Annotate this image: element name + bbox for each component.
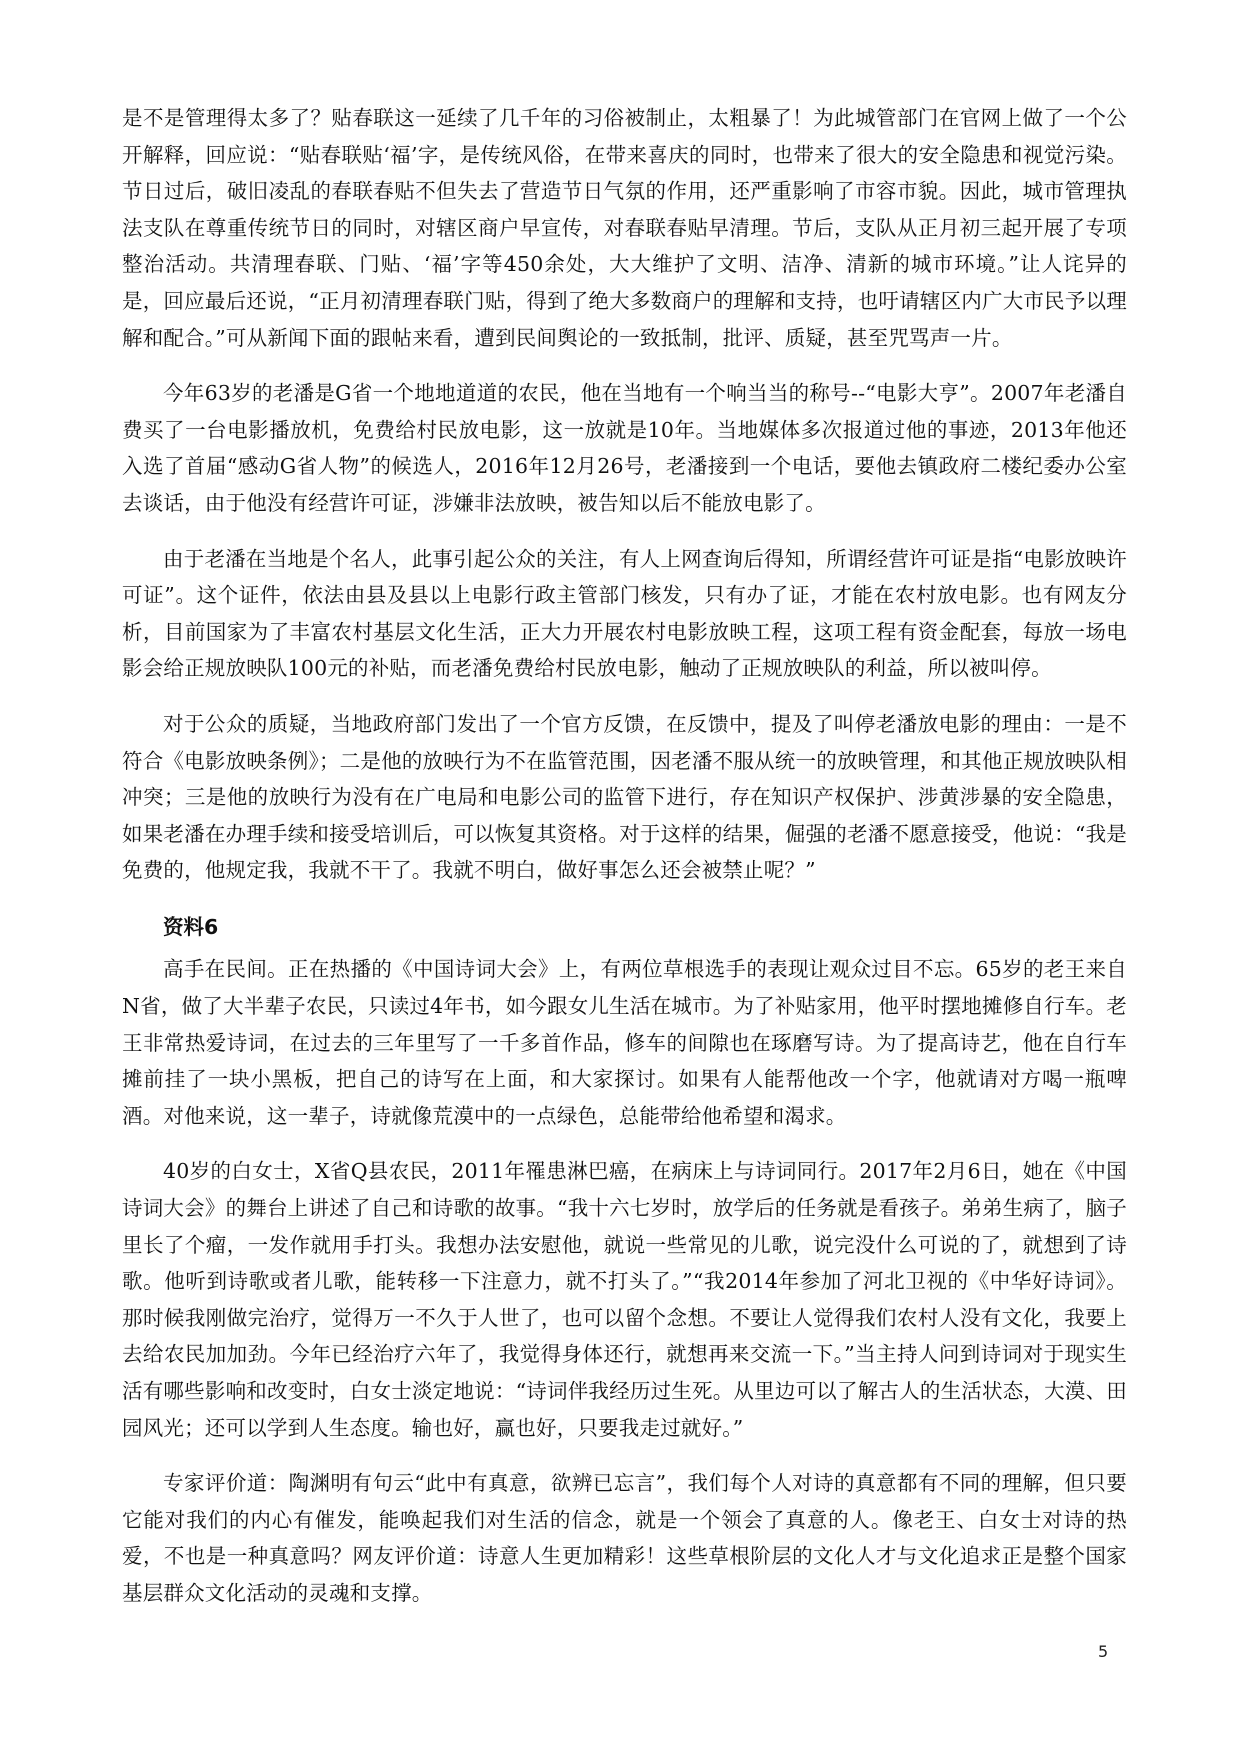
- paragraph-ms-bai: 40岁的白女士，X省Q县农民，2011年罹患淋巴癌，在病床上与诗词同行。2017年2月6日，她在《中国诗词大会》的舞台上讲述了自己和诗歌的故事。“我十六七岁时，放学后的任务就是看孩子。弟弟生病了，脑子里长了个瘤，一发作就用手打头。我想办法安慰他，就说一些常见的儿歌，说完没什么可说的了，就想到了诗歌。他听到诗歌或者儿歌，能转移一下注意力，就不打头了。”“我2014年参加了河北卫视的《中华好诗词》。那时候我刚做完治疗，觉得万一不久于人世了，也可以留个念想。不要让人觉得我们农村人没有文化，我要上去给农民加加劲。今年已经治疗六年了，我觉得身体还行，就想再来交流一下。”当主持人问到诗词对于现实生活有哪些影响和改变时，白女士淡定地说：“诗词伴我经历过生死。从里边可以了解古人的生活状态，大漠、田园风光；还可以学到人生态度。输也好，赢也好，只要我走过就好。”: [122, 1159, 1127, 1440]
- paragraph-expert-comment: 专家评价道：陶渊明有句云“此中有真意，欲辨已忘言”，我们每个人对诗的真意都有不同的理解，但只要它能对我们的内心有催发，能唤起我们对生活的信念，就是一个领会了真意的人。像老王、白女士对诗的热爱，不也是一种真意吗？网友评价道：诗意人生更加精彩！这些草根阶层的文化人才与文化追求正是整个国家基层群众文化活动的灵魂和支撑。: [122, 1471, 1127, 1605]
- paragraph-lao-wang: 高手在民间。正在热播的《中国诗词大会》上，有两位草根选手的表现让观众过目不忘。65岁的老王来自N省，做了大半辈子农民，只读过4年书，如今跟女儿生活在城市。为了补贴家用，他平时摆地摊修自行车。老王非常热爱诗词，在过去的三年里写了一千多首作品，修车的间隙也在琢磨写诗。为了提高诗艺，他在自行车摊前挂了一块小黑板，把自己的诗写在上面，和大家探讨。如果有人能帮他改一个字，他就请对方喝一瓶啤酒。对他来说，这一辈子，诗就像荒漠中的一点绿色，总能带给他希望和渴求。: [122, 957, 1127, 1128]
- paragraph-official-feedback: 对于公众的质疑，当地政府部门发出了一个官方反馈，在反馈中，提及了叫停老潘放电影的理由：一是不符合《电影放映条例》；二是他的放映行为不在监管范围，因老潘不服从统一的放映管理，和其他正规放映队相冲突；三是他的放映行为没有在广电局和电影公司的监管下进行，存在知识产权保护、涉黄涉暴的安全隐患，如果老潘在办理手续和接受培训后，可以恢复其资格。对于这样的结果，倔强的老潘不愿意接受，他说：“我是免费的，他规定我，我就不干了。我就不明白，做好事怎么还会被禁止呢？”: [122, 711, 1127, 883]
- paragraph-continuation: 是不是管理得太多了？贴春联这一延续了几千年的习俗被制止，太粗暴了！为此城管部门在官网上做了一个公开解释，回应说：“贴春联贴‘福’字，是传统风俗，在带来喜庆的同时，也带来了很大的安全隐患和视觉污染。节日过后，破旧凌乱的春联春贴不但失去了营造节日气氛的作用，还严重影响了市容市貌。因此，城市管理执法支队在尊重传统节日的同时，对辖区商户早宣传，对春联春贴早清理。节后，支队从正月初三起开展了专项整治活动。共清理春联、门贴、‘福’字等450余处，大大维护了文明、洁净、清新的城市环境。”让人诧异的是，回应最后还说，“正月初清理春联门贴，得到了绝大多数商户的理解和支持，也吁请辖区内广大市民予以理解和配合。”可从新闻下面的跟帖来看，遭到民间舆论的一致抵制，批评、质疑，甚至咒骂声一片。: [122, 106, 1127, 350]
- paragraph-lao-pan-intro: 今年63岁的老潘是G省一个地地道道的农民，他在当地有一个响当当的称号--“电影大亨”。2007年老潘自费买了一台电影播放机，免费给村民放电影，这一放就是10年。当地媒体多次报道过他的事迹，2013年他还入选了首届“感动G省人物”的候选人，2016年12月26号，老潘接到一个电话，要他去镇政府二楼纪委办公室去谈话，由于他没有经营许可证，涉嫌非法放映，被告知以后不能放电影了。: [122, 381, 1127, 515]
- document-page: [122, 100, 1127, 1612]
- paragraph-license-explanation: 由于老潘在当地是个名人，此事引起公众的关注，有人上网查询后得知，所谓经营许可证是指“电影放映许可证”。这个证件，依法由县及县以上电影行政主管部门核发，只有办了证，才能在农村放电影。也有网友分析，目前国家为了丰富农村基层文化生活，正大力开展农村电影放映工程，这项工程有资金配套，每放一场电影会给正规放映队100元的补贴，而老潘免费给村民放电影，触动了正规放映队的利益，所以被叫停。: [122, 546, 1127, 681]
- section-heading: 资料6: [163, 914, 219, 939]
- page-number: 5: [1098, 1642, 1109, 1661]
